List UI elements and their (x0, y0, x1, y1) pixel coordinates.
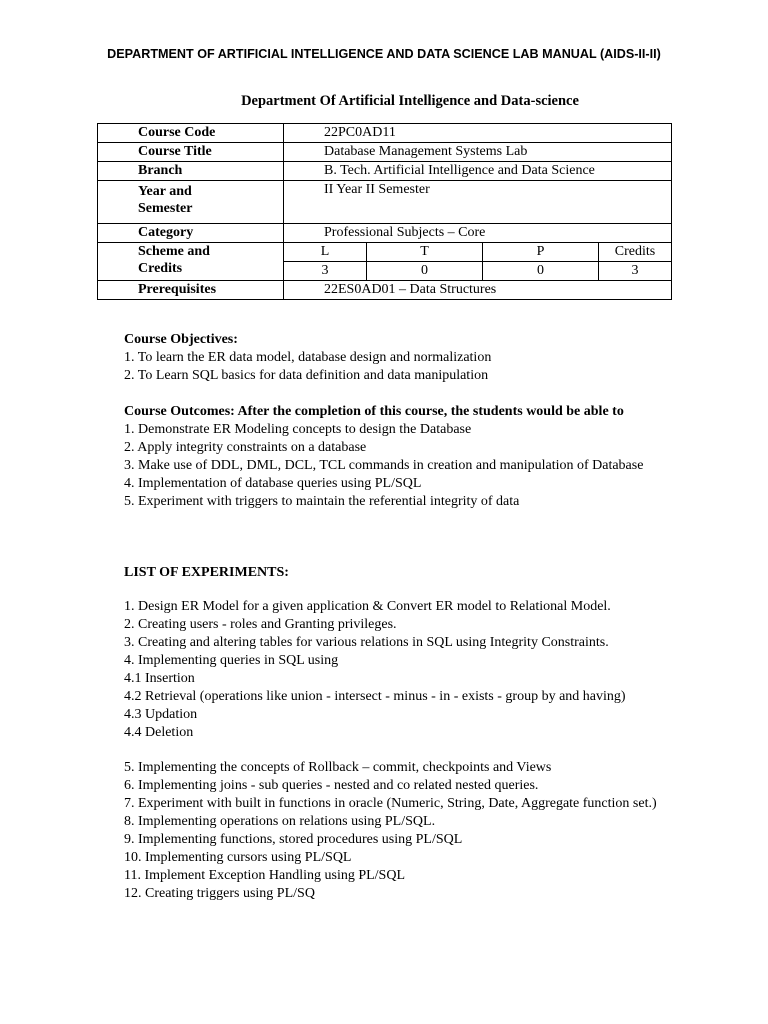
table-row (98, 224, 672, 243)
list-item: 1. Design ER Model for a given application & Convert ER model to Relational Model. (124, 599, 611, 614)
prerequisites-value: 22ES0AD01 – Data Structures (284, 281, 672, 300)
department-title: Department Of Artificial Intelligence and Data-science (241, 93, 579, 109)
category-label: Category (98, 224, 284, 243)
list-item: 8. Implementing operations on relations using PL/SQL. (124, 814, 436, 829)
scheme-credits-label (98, 243, 284, 281)
table-row (98, 143, 672, 162)
branch-value: B. Tech. Artificial Intelligence and Data Science (284, 162, 672, 181)
course-outcomes (124, 403, 684, 511)
year-semester-label (98, 181, 284, 224)
list-item: 2. To Learn SQL basics for data definition and data manipulation (124, 368, 489, 383)
table-row (98, 281, 672, 300)
scheme-value-credits: 3 (599, 262, 672, 281)
list-item: 6. Implementing joins - sub queries - nested and co related nested queries. (124, 778, 539, 793)
list-item: 4.3 Updation (124, 707, 198, 722)
scheme-header-credits: Credits (599, 243, 672, 262)
list-item: 5. Experiment with triggers to maintain the referential integrity of data (124, 494, 520, 509)
list-item: 4.2 Retrieval (operations like union - intersect - minus - in - exists - group by and having) (124, 689, 626, 704)
table-row (98, 162, 672, 181)
list-item: 9. Implementing functions, stored procedures using PL/SQL (124, 832, 463, 847)
experiments-list-2 (124, 759, 684, 903)
list-item: 12. Creating triggers using PL/SQ (124, 886, 315, 901)
scheme-value-l: 3 (284, 262, 367, 281)
course-title-label: Course Title (98, 143, 284, 162)
year-label-line2: Semester (138, 201, 193, 216)
category-value: Professional Subjects – Core (284, 224, 672, 243)
table-row (98, 243, 672, 262)
year-label-line1: Year and (138, 184, 192, 199)
list-item: 1. To learn the ER data model, database design and normalization (124, 350, 492, 365)
year-semester-value: II Year II Semester (284, 181, 672, 224)
list-item: 2. Apply integrity constraints on a database (124, 440, 367, 455)
list-item: 7. Experiment with built in functions in oracle (Numeric, String, Date, Aggregate function set.) (124, 796, 657, 811)
scheme-label-line2: Credits (138, 261, 183, 276)
table-row (98, 181, 672, 224)
list-item: 4. Implementing queries in SQL using (124, 653, 339, 668)
scheme-header-t: T (367, 243, 483, 262)
page-header: DEPARTMENT OF ARTIFICIAL INTELLIGENCE AND DATA SCIENCE LAB MANUAL (AIDS-II-II) (107, 47, 661, 61)
scheme-label-line1: Scheme and (138, 244, 210, 259)
branch-label: Branch (98, 162, 284, 181)
list-item: 10. Implementing cursors using PL/SQL (124, 850, 352, 865)
course-info-table (97, 123, 672, 300)
scheme-header-l: L (284, 243, 367, 262)
course-objectives (124, 331, 684, 385)
experiments-list-1 (124, 598, 684, 742)
course-title-value: Database Management Systems Lab (284, 143, 672, 162)
table-row (98, 124, 672, 143)
list-item: 3. Make use of DDL, DML, DCL, TCL commands in creation and manipulation of Database (124, 458, 644, 473)
experiments-title: LIST OF EXPERIMENTS: (124, 565, 289, 580)
objectives-heading: Course Objectives: (124, 332, 238, 347)
course-code-value: 22PC0AD11 (284, 124, 672, 143)
list-item: 4.1 Insertion (124, 671, 195, 686)
list-item: 2. Creating users - roles and Granting privileges. (124, 617, 397, 632)
list-item: 5. Implementing the concepts of Rollback – commit, checkpoints and Views (124, 760, 552, 775)
prerequisites-label: Prerequisites (98, 281, 284, 300)
list-item: 11. Implement Exception Handling using PL/SQL (124, 868, 406, 883)
experiments-heading (124, 564, 684, 582)
outcomes-heading: Course Outcomes: After the completion of this course, the students would be able to (124, 404, 624, 419)
scheme-value-p: 0 (483, 262, 599, 281)
course-code-label: Course Code (98, 124, 284, 143)
list-item: 4.4 Deletion (124, 725, 194, 740)
list-item: 4. Implementation of database queries using PL/SQL (124, 476, 422, 491)
scheme-value-t: 0 (367, 262, 483, 281)
scheme-header-p: P (483, 243, 599, 262)
list-item: 1. Demonstrate ER Modeling concepts to design the Database (124, 422, 472, 437)
list-item: 3. Creating and altering tables for various relations in SQL using Integrity Constraints. (124, 635, 609, 650)
